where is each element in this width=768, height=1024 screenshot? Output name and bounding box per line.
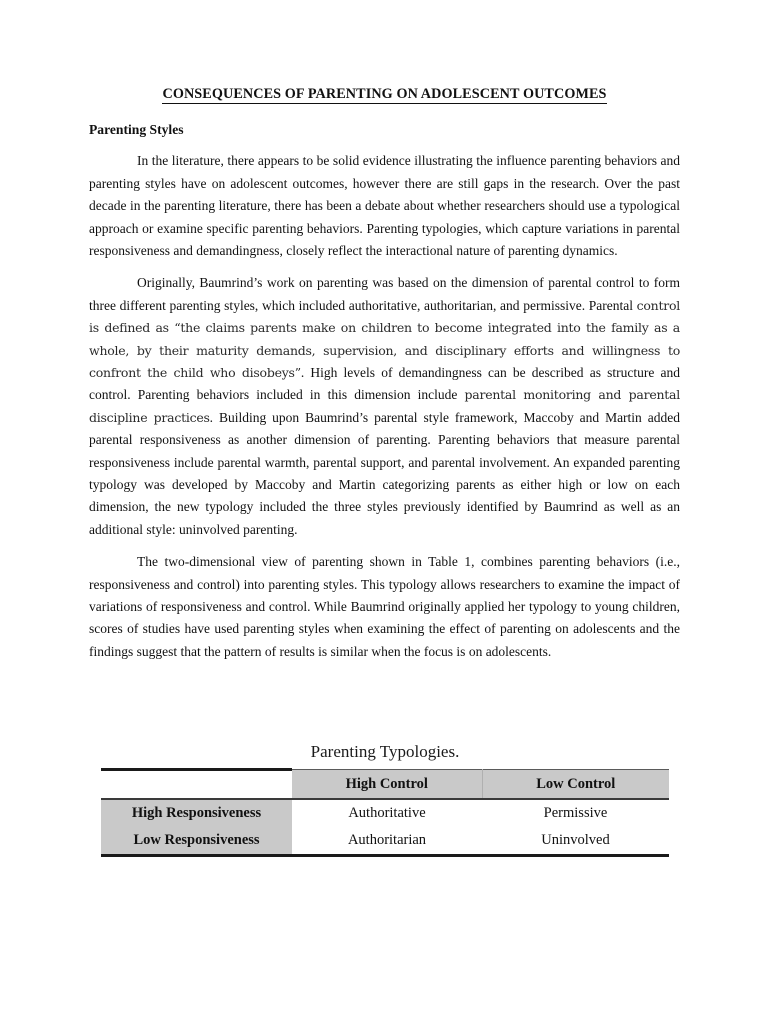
table-cell-high-resp-high-control: Authoritative [292, 799, 482, 827]
table-row [101, 827, 669, 856]
table-row-header-low-responsiveness: Low Responsiveness [101, 827, 292, 856]
paragraph-2-quote: control is defined as “the claims parents make on children to become integrated into the family as a whole, by their maturity demands, supervision, and disciplinary efforts and willingness to confront the child who disobeys” [89, 297, 680, 380]
paragraph-1: In the literature, there appears to be solid evidence illustrating the influence parenting behaviors and parenting styles have on adolescent outcomes, however there are still gaps in the research. Over the past decade in the parenting literature, there has been a debate about whether researchers should use a typological approach or examine specific parenting behaviors. Parenting typologies, which capture variations in parental responsiveness and demandingness, closely reflect the interactional nature of parenting dynamics. [89, 153, 680, 258]
table-block [101, 741, 669, 857]
table-header-row [101, 770, 669, 800]
parenting-typology-table [101, 768, 669, 857]
paragraph-3: The two-dimensional view of parenting shown in Table 1, combines parenting behaviors (i.e., responsiveness and control) into parenting styles. This typology allows researchers to examine the impact of variations of responsiveness and control. While Baumrind originally applied her typology to young children, scores of studies have used parenting styles when examining the effect of parenting on adolescents and the findings suggest that the pattern of results is similar when the focus is on adolescents. [89, 554, 680, 659]
section-heading: Parenting Styles [89, 122, 184, 138]
table-row-header-high-responsiveness: High Responsiveness [101, 799, 292, 827]
table-column-header-low-control: Low Control [482, 770, 669, 800]
paragraph-2 [89, 272, 680, 541]
table-column-header-high-control: High Control [292, 770, 482, 800]
table-caption: Parenting Typologies. [310, 742, 460, 761]
paragraph-2-emphasis: parental monitoring and parental discipline practices [89, 387, 680, 425]
table-corner-cell [101, 770, 292, 800]
page-title [89, 86, 680, 103]
table-cell-high-resp-low-control: Permissive [482, 799, 669, 827]
paragraph-2-part-c: . High levels of demandingness can be described as structure and control. Parenting behaviors included in this dimension include [89, 365, 680, 403]
page-title-text: CONSEQUENCES OF PARENTING ON ADOLESCENT OUTCOMES [162, 86, 607, 102]
table-cell-low-resp-low-control: Uninvolved [482, 827, 669, 856]
paragraph-2-part-e: . Building upon Baumrind’s parental style framework, Maccoby and Martin added parental responsiveness as another dimension of parenting. Parenting behaviors that measure parental responsiveness include parental warmth, parental support, and parental involvement. An expanded parenting typology was developed by Maccoby and Martin categorizing parents as either high or low on each dimension, the new typology included the three styles previously identified by Baumrind as well as an additional style: uninvolved parenting. [89, 409, 680, 537]
document-body [89, 86, 680, 663]
paragraph-2-part-a: Originally, Baumrind’s work on parenting was based on the dimension of parental control to form three different parenting styles, which included authoritative, authoritarian, and permissive. Parental [89, 275, 680, 313]
table-cell-low-resp-high-control: Authoritarian [292, 827, 482, 856]
table-row [101, 799, 669, 827]
